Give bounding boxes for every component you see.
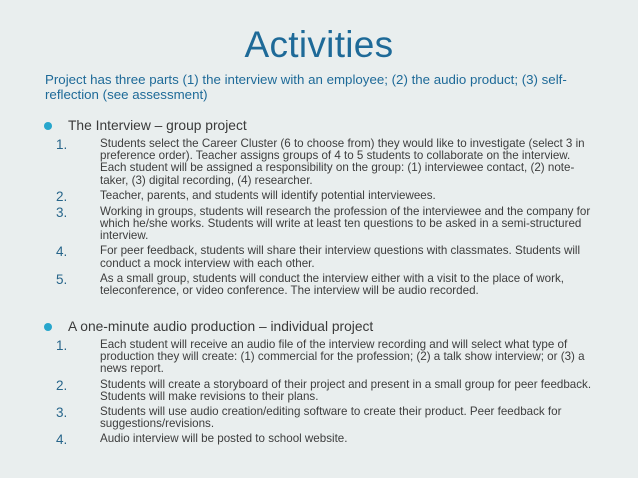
section-heading: A one-minute audio production – individual project xyxy=(68,319,374,334)
section-heading-row xyxy=(44,118,604,134)
item-text: Students will create a storyboard of their project and present in a small group for peer feedback. Students will make revisions to their plans. xyxy=(100,377,592,403)
item-text: For peer feedback, students will share their interview questions with classmates. Students will conduct a mock interview with each other. xyxy=(100,244,581,270)
item-text: Students will use audio creation/editing software to create their product. Peer feedback for suggestions/revisions. xyxy=(100,405,562,431)
bullet-icon xyxy=(44,122,52,130)
item-text: Teacher, parents, and students will identify potential interviewees. xyxy=(100,188,436,202)
list-item xyxy=(44,406,604,430)
item-number: 3. xyxy=(56,405,68,421)
item-text: Students select the Career Cluster (6 to choose from) they would like to investigate (select 3 in preference order). Teacher assigns groups of 4 to 5 students to collaborate on the interview. Each student will be assigned a responsibility on the group: (1) interviewee contact, (2) note-taker, (3) digital recording, (4) researcher. xyxy=(100,137,585,187)
section-interview xyxy=(44,118,604,300)
list-item xyxy=(44,190,604,203)
list-item xyxy=(44,273,604,297)
list-item xyxy=(44,206,604,243)
slide-title: Activities xyxy=(244,24,394,65)
item-number: 2. xyxy=(56,188,68,204)
list-item xyxy=(44,379,604,403)
item-text: Audio interview will be posted to school website. xyxy=(100,432,348,446)
item-number: 1. xyxy=(56,137,68,152)
list-item xyxy=(44,339,604,376)
item-number: 2. xyxy=(56,377,68,393)
item-number: 3. xyxy=(56,204,68,220)
item-number: 5. xyxy=(56,271,68,287)
list-item xyxy=(44,138,604,187)
intro-text: Project has three parts (1) the interview with an employee; (2) the audio product; (3) self-reflection (see assessment) xyxy=(45,72,567,102)
item-text: As a small group, students will conduct the interview either with a visit to the place of work, teleconference, or video conference. The interview will be audio recorded. xyxy=(100,271,564,298)
item-text: Each student will receive an audio file of the interview recording and will select what type of production they will create: (1) commercial for the profession; (2) a talk show interview; or (3) a news report. xyxy=(100,338,585,376)
list-item xyxy=(44,245,604,269)
bullet-icon xyxy=(44,323,52,331)
item-text: Working in groups, students will research the profession of the interviewee and the company for which he/she works. Students will write at least ten questions to be asked in a semi-structured interview. xyxy=(100,204,591,243)
item-number: 4. xyxy=(56,432,68,448)
section-heading: The Interview – group project xyxy=(68,118,247,133)
item-number: 4. xyxy=(56,244,68,260)
item-number: 1. xyxy=(56,338,68,353)
section-audio-production xyxy=(44,319,604,449)
numbered-list xyxy=(44,138,604,297)
section-heading-row xyxy=(44,319,604,335)
numbered-list xyxy=(44,339,604,446)
list-item xyxy=(44,433,604,446)
